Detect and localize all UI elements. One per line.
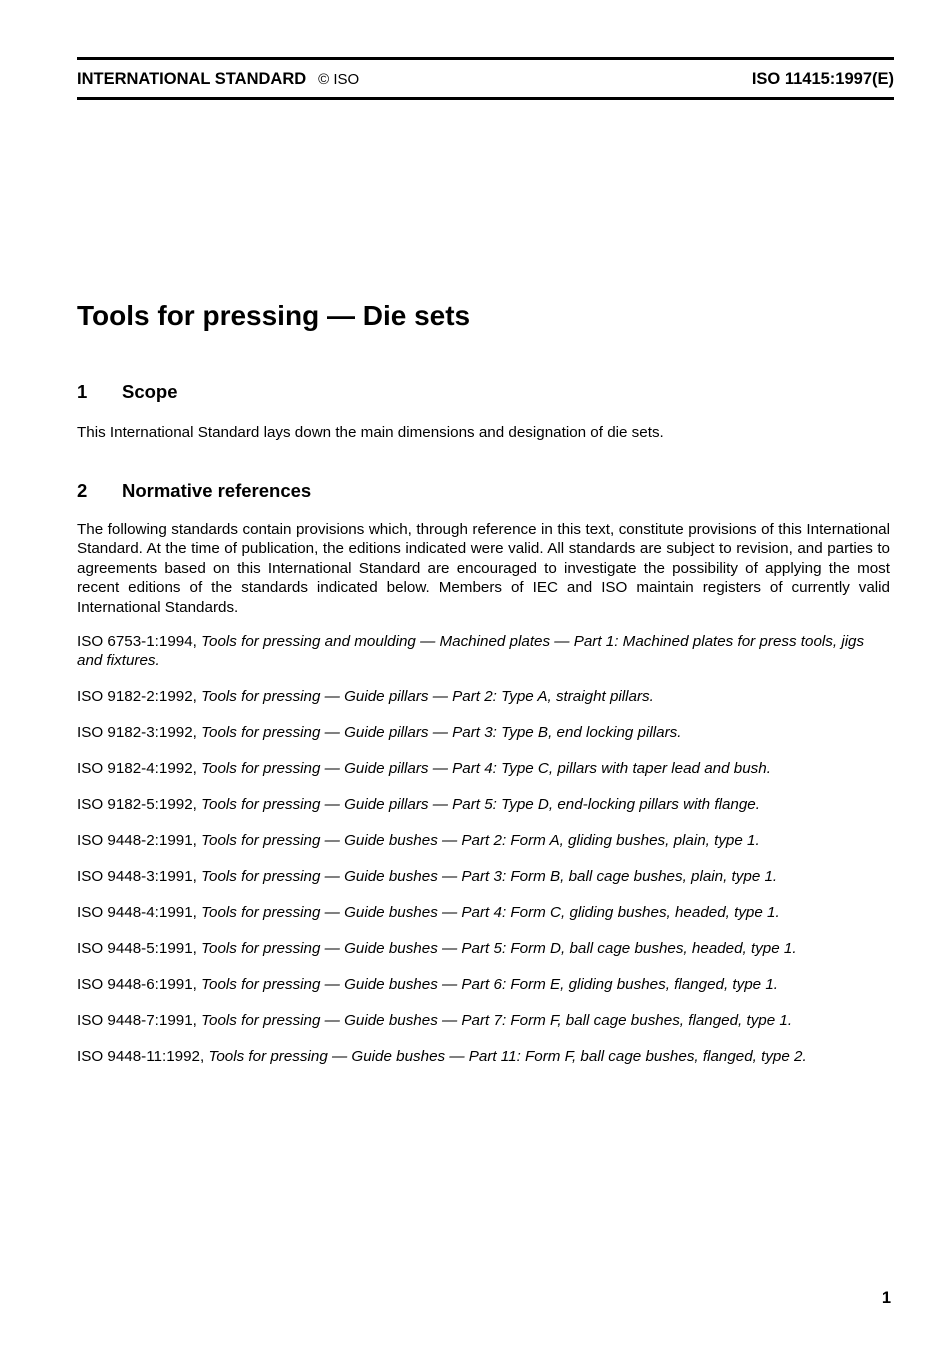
reference-item xyxy=(77,868,890,887)
reference-code: ISO 9448-6:1991, xyxy=(77,975,197,993)
header-top-rule xyxy=(77,57,894,60)
reference-item xyxy=(77,904,890,923)
reference-item xyxy=(77,1012,890,1031)
reference-title: Tools for pressing — Guide pillars — Part 3: Type B, end locking pillars. xyxy=(201,723,682,741)
reference-item xyxy=(77,760,890,779)
reference-title: Tools for pressing — Guide pillars — Part 4: Type C, pillars with taper lead and bush. xyxy=(201,759,771,777)
section-number: 2 xyxy=(77,480,88,501)
section-title: Normative references xyxy=(122,480,312,501)
reference-code: ISO 9182-5:1992, xyxy=(77,795,197,813)
reference-title: Tools for pressing — Guide bushes — Part 3: Form B, ball cage bushes, plain, type 1. xyxy=(201,867,778,885)
page-number: 1 xyxy=(881,1289,891,1307)
reference-item xyxy=(77,1048,890,1067)
reference-title: Tools for pressing — Guide bushes — Part 6: Form E, gliding bushes, flanged, type 1. xyxy=(201,975,779,993)
header-left xyxy=(77,69,359,90)
section-number: 1 xyxy=(77,381,88,402)
scope-paragraph: This International Standard lays down the main dimensions and designation of die sets. xyxy=(77,424,664,441)
reference-title: Tools for pressing — Guide pillars — Part 2: Type A, straight pillars. xyxy=(201,687,654,705)
section-title: Scope xyxy=(122,381,178,402)
standard-type-label: INTERNATIONAL STANDARD xyxy=(77,70,307,88)
reference-code: ISO 9448-2:1991, xyxy=(77,831,197,849)
reference-code: ISO 9182-4:1992, xyxy=(77,759,197,777)
reference-title: Tools for pressing — Guide bushes — Part 11: Form F, ball cage bushes, flanged, type 2. xyxy=(208,1047,807,1065)
section-heading-normative-references xyxy=(77,479,311,503)
reference-code: ISO 9448-5:1991, xyxy=(77,939,197,957)
reference-item xyxy=(77,633,890,670)
reference-item xyxy=(77,688,890,707)
reference-title: Tools for pressing — Guide bushes — Part 7: Form F, ball cage bushes, flanged, type 1. xyxy=(201,1011,793,1029)
reference-code: ISO 9448-4:1991, xyxy=(77,903,197,921)
reference-title: Tools for pressing — Guide pillars — Part 5: Type D, end-locking pillars with flange. xyxy=(201,795,760,813)
reference-item xyxy=(77,976,890,995)
reference-title: Tools for pressing — Guide bushes — Part 4: Form C, gliding bushes, headed, type 1. xyxy=(201,903,780,921)
reference-code: ISO 9448-3:1991, xyxy=(77,867,197,885)
reference-item xyxy=(77,940,890,959)
reference-item xyxy=(77,832,890,851)
copyright-label: © ISO xyxy=(318,71,360,88)
reference-item xyxy=(77,724,890,743)
reference-item xyxy=(77,796,890,815)
section-heading-scope xyxy=(77,380,178,404)
reference-title: Tools for pressing — Guide bushes — Part 5: Form D, ball cage bushes, headed, type 1. xyxy=(201,939,797,957)
reference-code: ISO 6753-1:1994, xyxy=(77,633,197,650)
normative-references-paragraph: The following standards contain provisions which, through reference in this text, constitute provisions of this International Standard. At the time of publication, the editions indicated were valid. All standards are subject to revision, and parties to agreements based on this International Standard are encouraged to investigate the possibility of applying the most recent editions of the standards indicated below. Members of IEC and ISO maintain registers of currently valid International Standards. xyxy=(77,521,890,616)
reference-code: ISO 9448-11:1992, xyxy=(77,1047,205,1065)
reference-code: ISO 9182-3:1992, xyxy=(77,723,197,741)
reference-list xyxy=(77,633,890,1084)
reference-title: Tools for pressing — Guide bushes — Part 2: Form A, gliding bushes, plain, type 1. xyxy=(201,831,760,849)
reference-title: Tools for pressing and moulding — Machined plates — Part 1: Machined plates for press tools, jigs and fixtures. xyxy=(77,633,865,669)
reference-code: ISO 9448-7:1991, xyxy=(77,1011,197,1029)
header-bottom-rule xyxy=(77,97,894,100)
reference-code: ISO 9182-2:1992, xyxy=(77,687,197,705)
document-title: Tools for pressing — Die sets xyxy=(77,300,471,331)
document-number: ISO 11415:1997(E) xyxy=(751,70,894,88)
